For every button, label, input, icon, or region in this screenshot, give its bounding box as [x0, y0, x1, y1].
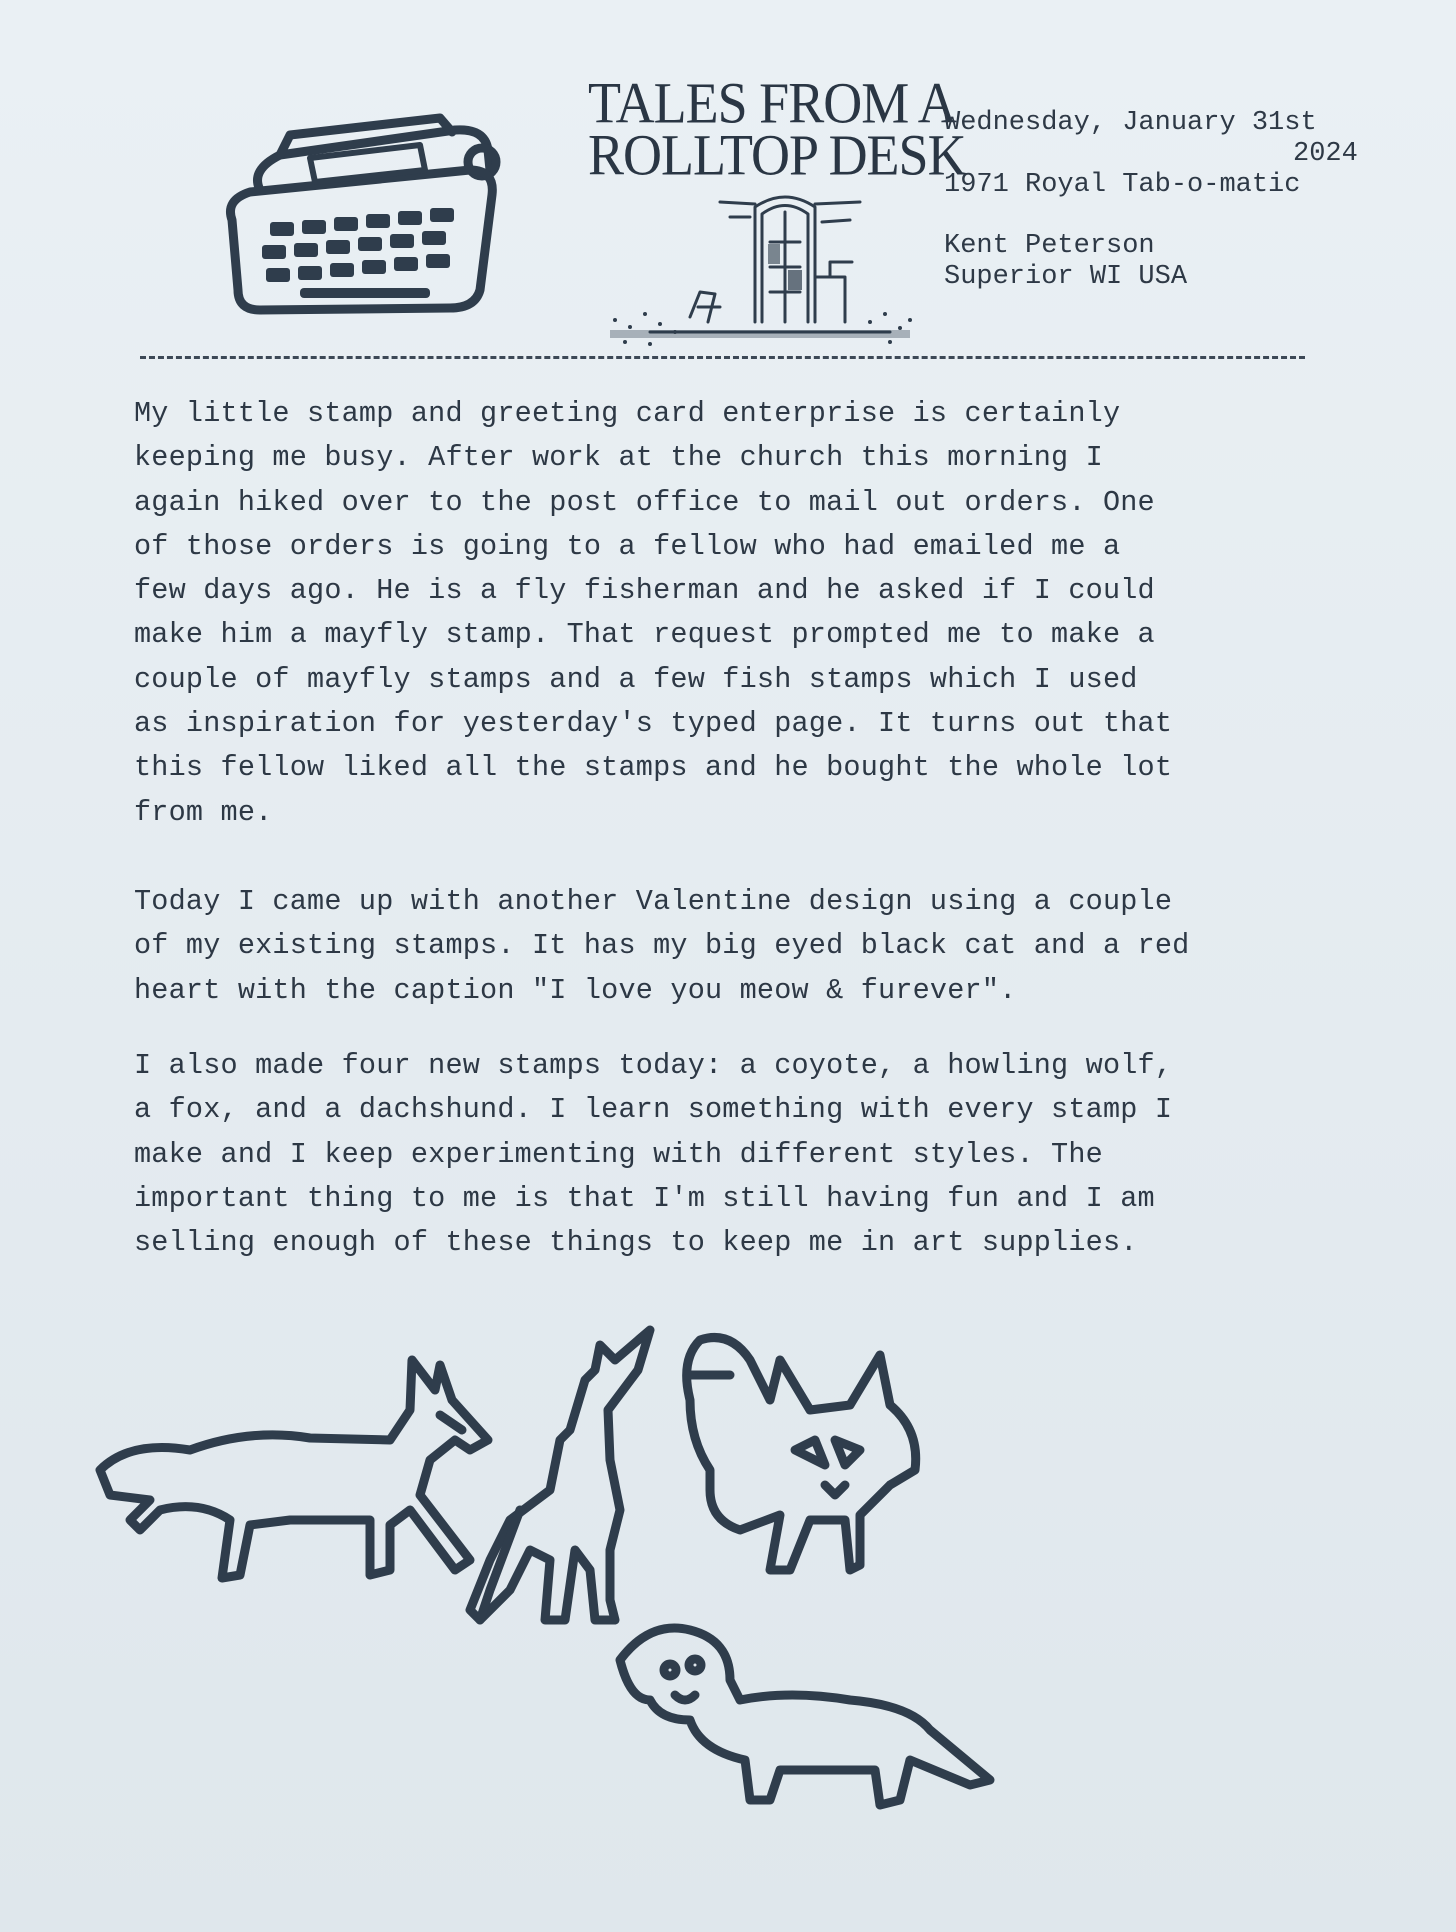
dachshund-stamp-icon	[620, 1628, 990, 1805]
date-line: Wednesday, January 31st	[944, 108, 1317, 138]
masthead-title-line-2: ROLLTOP DESK	[588, 122, 966, 188]
year-line: 2024	[1293, 139, 1358, 169]
dashed-divider	[140, 356, 1305, 359]
coyote-stamp-icon	[100, 1360, 488, 1578]
paragraph-3: I also made four new stamps today: a coyote, a howling wolf, a fox, and a dachshund. I learn something with every stamp I make and I keep experimenting with different styles. The important thing to me is that I'm still having fun and I am selling enough of these things to keep me in art supplies.	[134, 1049, 1173, 1260]
author-location: Superior WI USA	[944, 262, 1188, 292]
masthead	[580, 70, 966, 352]
paragraph-1: My little stamp and greeting card enterprise is certainly keeping me busy. After work at the church this morning I again hiked over to the post office to mail out orders. One of those orders is going to a fellow who had emailed me a few days ago. He is a fly fisherman and he asked if I could make him a mayfly stamp. That request prompted me to make a couple of mayfly stamps and a few fish stamps which I used as inspiration for yesterday's typed page. It turns out that this fellow liked all the stamps and he bought the whole lot from me.	[134, 397, 1173, 829]
author-name: Kent Peterson	[944, 231, 1155, 261]
typewriter-model: 1971 Royal Tab-o-matic	[944, 170, 1301, 200]
howling-wolf-stamp-icon	[470, 1330, 650, 1620]
fox-stamp-icon	[687, 1338, 916, 1571]
paragraph-2: Today I came up with another Valentine design using a couple of my existing stamps. It has my big eyed black cat and a red heart with the caption "I love you meow & furever".	[134, 885, 1190, 1007]
rolltop-desk-stamp-icon	[590, 182, 930, 352]
masthead-title-line-1: TALES FROM A	[588, 70, 956, 136]
animal-stamps	[90, 1320, 1250, 1900]
typewriter-stamp-icon	[220, 110, 510, 315]
